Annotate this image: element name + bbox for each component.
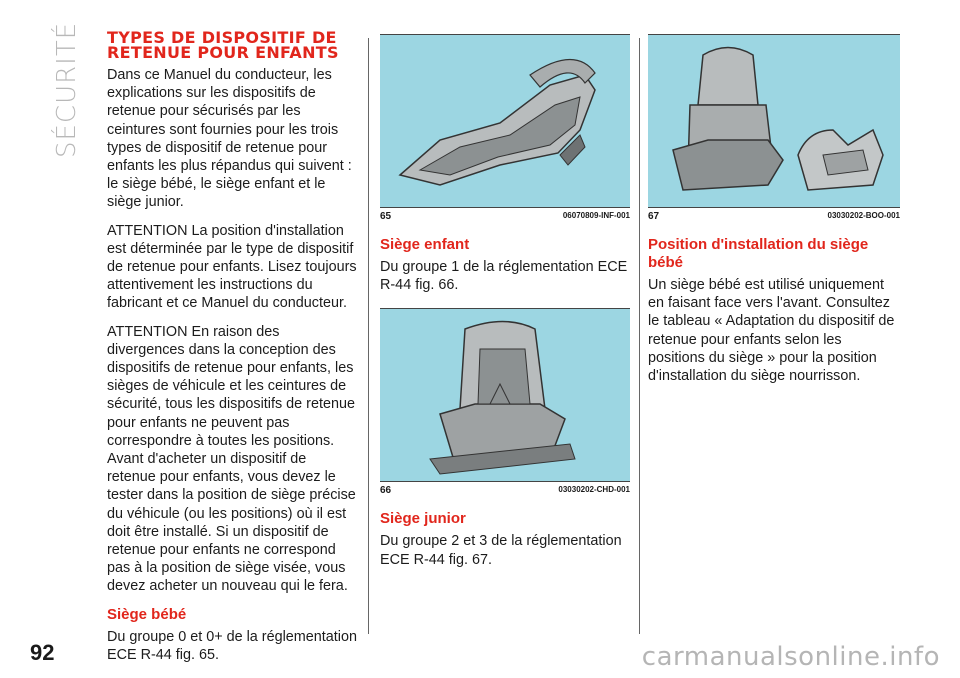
attention-paragraph: ATTENTION En raison des divergences dans la conception des dispositifs de retenue pour enfants, les sièges de véhicule et les ceintures de sécurité, tous les dispositifs de retenue pour enfants ne peuvent pas correspondre à toutes les positions. Avant d'acheter un dispositif de retenue pour enfants, vous devez le tester dans la position de siège précise du véhicule (ou les positions) où il est doit être installé. Si un dispositif de retenue pour enfants ne correspond pas à la position de siège visée, vous devez acheter un nouveau qui le fera. [107, 323, 356, 595]
subheading-baby-seat: Siège bébé [107, 605, 187, 623]
figure-child-seat [380, 308, 630, 481]
figure-code: 03030202-BOO-001 [827, 211, 900, 220]
figure-number: 67 [648, 211, 660, 222]
figure-caption [380, 207, 630, 222]
child-seat-illustration [380, 309, 630, 481]
subheading-child-seat: Siège enfant [380, 236, 470, 253]
figure-caption [648, 207, 900, 222]
page-number: 92 [30, 640, 55, 665]
section-heading: TYPES DE DISPOSITIF DE RETENUE POUR ENFANTS [107, 28, 339, 62]
baby-seat-paragraph: Du groupe 0 et 0+ de la réglementation ECE R-44 fig. 65. [107, 628, 358, 663]
subheading-junior-seat: Siège junior [380, 510, 466, 528]
column-3 [648, 30, 900, 395]
junior-seat-paragraph: Du groupe 2 et 3 de la réglementation ECE R-44 fig. 67. [380, 533, 622, 568]
booster-seat-illustration [648, 35, 900, 207]
child-seat-paragraph: Du groupe 1 de la réglementation ECE R-44 fig. 66. [380, 259, 628, 294]
attention-paragraph: ATTENTION La position d'installation est déterminée par le type de dispositif de retenue pour enfants. Lisez toujours attentivement les instructions du fabricant et ce Manuel du conducteur. [107, 222, 357, 312]
subheading-installation-position: Position d'installation du siège bébé [648, 236, 869, 271]
figure-number: 65 [380, 211, 392, 222]
intro-paragraph: Dans ce Manuel du conducteur, les explications sur les dispositifs de retenue pour sécurisés par les ceintures sont fournies pour les trois types de dispositif de retenue pour enfants les plus répandus qui suivent : le siège bébé, le siège enfant et le siège junior. [107, 67, 352, 211]
figure-code: 06070809-INF-001 [562, 211, 630, 220]
watermark: carmanualsonline.info [641, 642, 940, 672]
column-divider [639, 38, 640, 634]
section-label: SÉCURITÉ [52, 21, 82, 158]
figure-number: 66 [380, 485, 392, 497]
figure-code: 03030202-CHD-001 [558, 485, 630, 495]
infant-seat-illustration [380, 35, 630, 207]
installation-paragraph: Un siège bébé est utilisé uniquement en faisant face vers l'avant. Consultez le tableau « Adaptation du dispositif de retenue pour enfants selon les positions du siège » pour la position d'installation du siège nourrisson. [648, 277, 895, 385]
figure-caption [380, 481, 630, 496]
column-divider [368, 38, 369, 634]
column-2 [380, 30, 630, 579]
figure-infant-seat [380, 34, 630, 207]
figure-booster-seat [648, 34, 900, 207]
column-1 [107, 30, 357, 674]
